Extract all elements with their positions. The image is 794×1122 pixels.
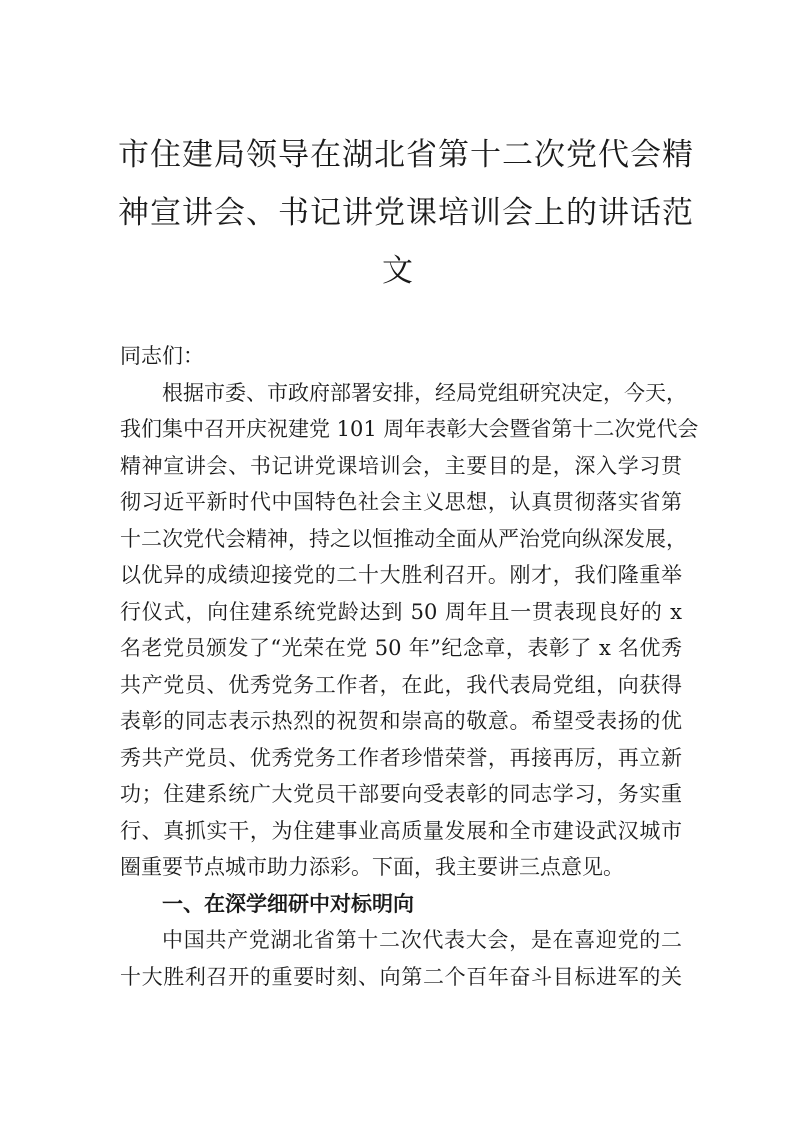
paragraph-line: 根据市委、市政府部署安排，经局党组研究决定，今天， [162,380,687,405]
paragraph-line: 十二次党代会精神，持之以恒推动全面从严治党向纵深发展， [120,526,687,551]
paragraph-line: 表彰的同志表示热烈的祝贺和崇高的敬意。希望受表扬的优 [120,709,682,733]
paragraph-line: 圈重要节点城市助力添彩。下面，我主要讲三点意见。 [120,855,624,879]
paragraph-line: 以优异的成绩迎接党的二十大胜利召开。刚才，我们隆重举 [120,563,682,587]
paragraph-line: 中国共产党湖北省第十二次代表大会，是在喜迎党的二 [162,928,682,952]
paragraph-line: 精神宣讲会、书记讲党课培训会，主要目的是，深入学习贯 [120,453,682,478]
paragraph-line: 秀共产党员、优秀党务工作者珍惜荣誉，再接再厉，再立新 [120,745,682,770]
paragraph-line: 十大胜利召开的重要时刻、向第二个百年奋斗目标进军的关 [120,964,682,989]
paragraph-line: 行、真抓实干，为住建事业高质量发展和全市建设武汉城市 [120,818,682,843]
document-title [118,126,694,300]
section-heading: 一、在深学细研中对标明向 [162,891,414,916]
paragraph-line: 功；住建系统广大党员干部要向受表彰的同志学习，务实重 [120,782,682,806]
document-body [120,338,699,995]
paragraph-line: 我们集中召开庆祝建党 101 周年表彰大会暨省第十二次党代会 [120,417,699,441]
paragraph-line: 名老党员颁发了“光荣在党 50 年”纪念章，表彰了 x 名优秀 [120,636,682,660]
title-line: 神宣讲会、书记讲党课培训会上的讲话范 [118,195,694,231]
paragraph-line: 彻习近平新时代中国特色社会主义思想，认真贯彻落实省第 [120,490,682,514]
paragraph-line: 共产党员、优秀党务工作者，在此，我代表局党组，向获得 [120,672,682,697]
paragraph-line: 行仪式，向住建系统党龄达到 50 周年且一贯表现良好的 x [120,599,682,624]
title-line: 市住建局领导在湖北省第十二次党代会精 [118,137,694,173]
title-line: 文 [382,253,414,289]
greeting: 同志们： [120,344,204,368]
